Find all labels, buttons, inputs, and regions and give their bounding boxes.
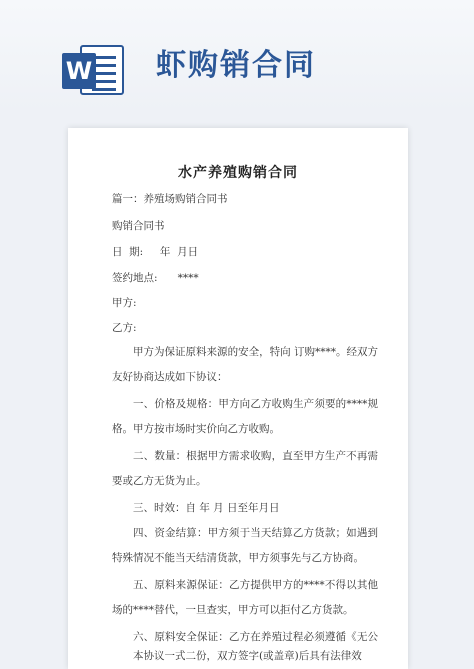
party-b-line: 乙方: [112,322,137,334]
clause-payment: 四、资金结算：甲方须于当天结算乙方货款；如遇到特殊情况不能当天结清货款，甲方须事先与乙方协商。 [112,527,378,564]
closing-paragraph: 本协议一式二份，双方签字(或盖章)后具有法律效 [133,650,362,662]
clause-price: 一、价格及规格：甲方向乙方收购生产须要的****规格。甲方按市场时实价向乙方收购。 [112,398,378,435]
clause-safety: 六、原料安全保证：乙方在养殖过程必须遵循《无公 [133,631,378,643]
clause-term: 三、时效：自 年 月 日至年月日 [133,502,280,514]
document-title: 水产养殖购销合同 [178,165,298,181]
party-a-line: 甲方: [112,297,137,309]
contract-name: 购销合同书 [112,220,165,232]
document-page [68,128,408,669]
word-document-icon [62,45,126,95]
clause-source: 五、原料来源保证：乙方提供甲方的****不得以其他场的****替代，一旦查实，甲方可以拒付乙方货款。 [112,579,378,616]
date-line: 日 期: 年 月日 [112,246,199,258]
banner [0,0,474,112]
banner-title: 虾购销合同 [156,48,316,83]
word-badge: W [62,53,96,89]
signing-place-line: 签约地点: **** [112,272,199,284]
intro-paragraph: 甲方为保证原料来源的安全，特向 订购****。经双方友好协商达成如下协议： [112,346,378,383]
clause-quantity: 二、数量：根据甲方需求收购，直至甲方生产不再需要或乙方无货为止。 [112,450,378,487]
section-heading: 篇一：养殖场购销合同书 [112,193,228,205]
